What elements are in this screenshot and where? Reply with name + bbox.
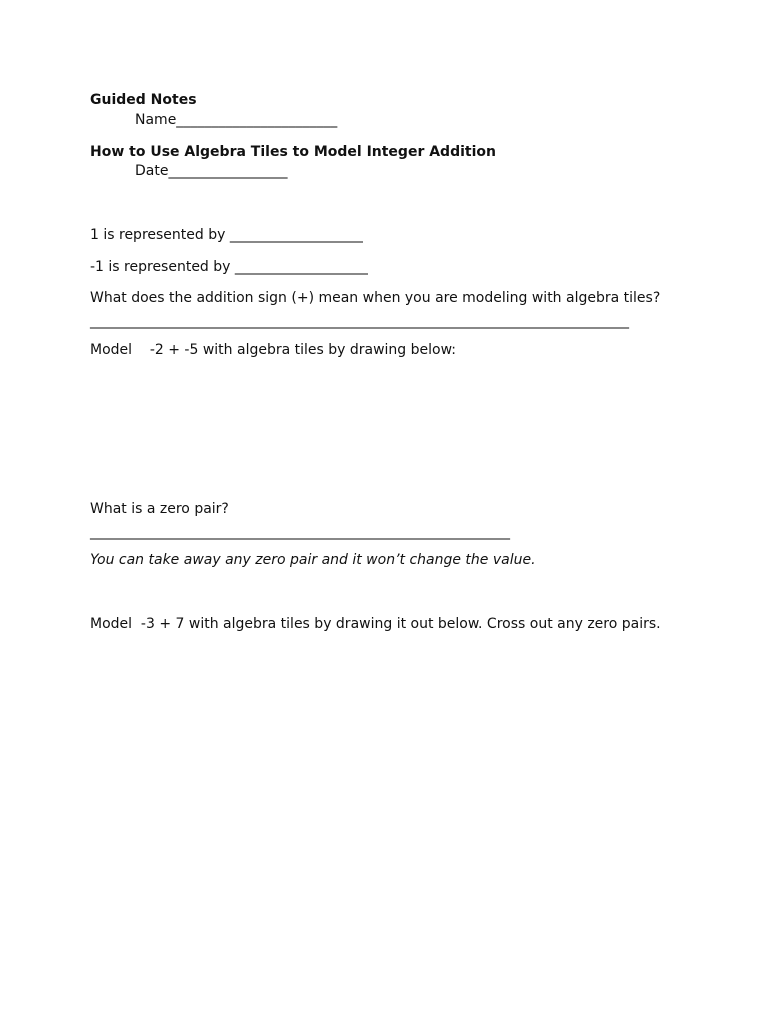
page-title: Guided Notes [90, 92, 197, 108]
question-zero-pair: What is a zero pair? [90, 501, 229, 517]
model-instruction-2: Model -3 + 7 with algebra tiles by drawing it out below. Cross out any zero pairs. [90, 616, 661, 632]
answer-line-addition-sign: _____________________________________________________________________________ [90, 313, 629, 329]
question-addition-sign: What does the addition sign (+) mean when you are modeling with algebra tiles? [90, 290, 661, 306]
question-positive-one: 1 is represented by ___________________ [90, 227, 363, 243]
date-field-label: Date_________________ [135, 163, 288, 179]
zero-pair-note: You can take away any zero pair and it won’t change the value. [90, 552, 536, 568]
name-field-label: Name_______________________ [135, 112, 338, 128]
model-instruction-1: Model -2 + -5 with algebra tiles by drawing below: [90, 342, 457, 358]
question-negative-one: -1 is represented by ___________________ [90, 259, 368, 275]
answer-line-zero-pair: ____________________________________________________________ [90, 524, 510, 540]
worksheet-subtitle: How to Use Algebra Tiles to Model Integer Addition [90, 144, 496, 160]
